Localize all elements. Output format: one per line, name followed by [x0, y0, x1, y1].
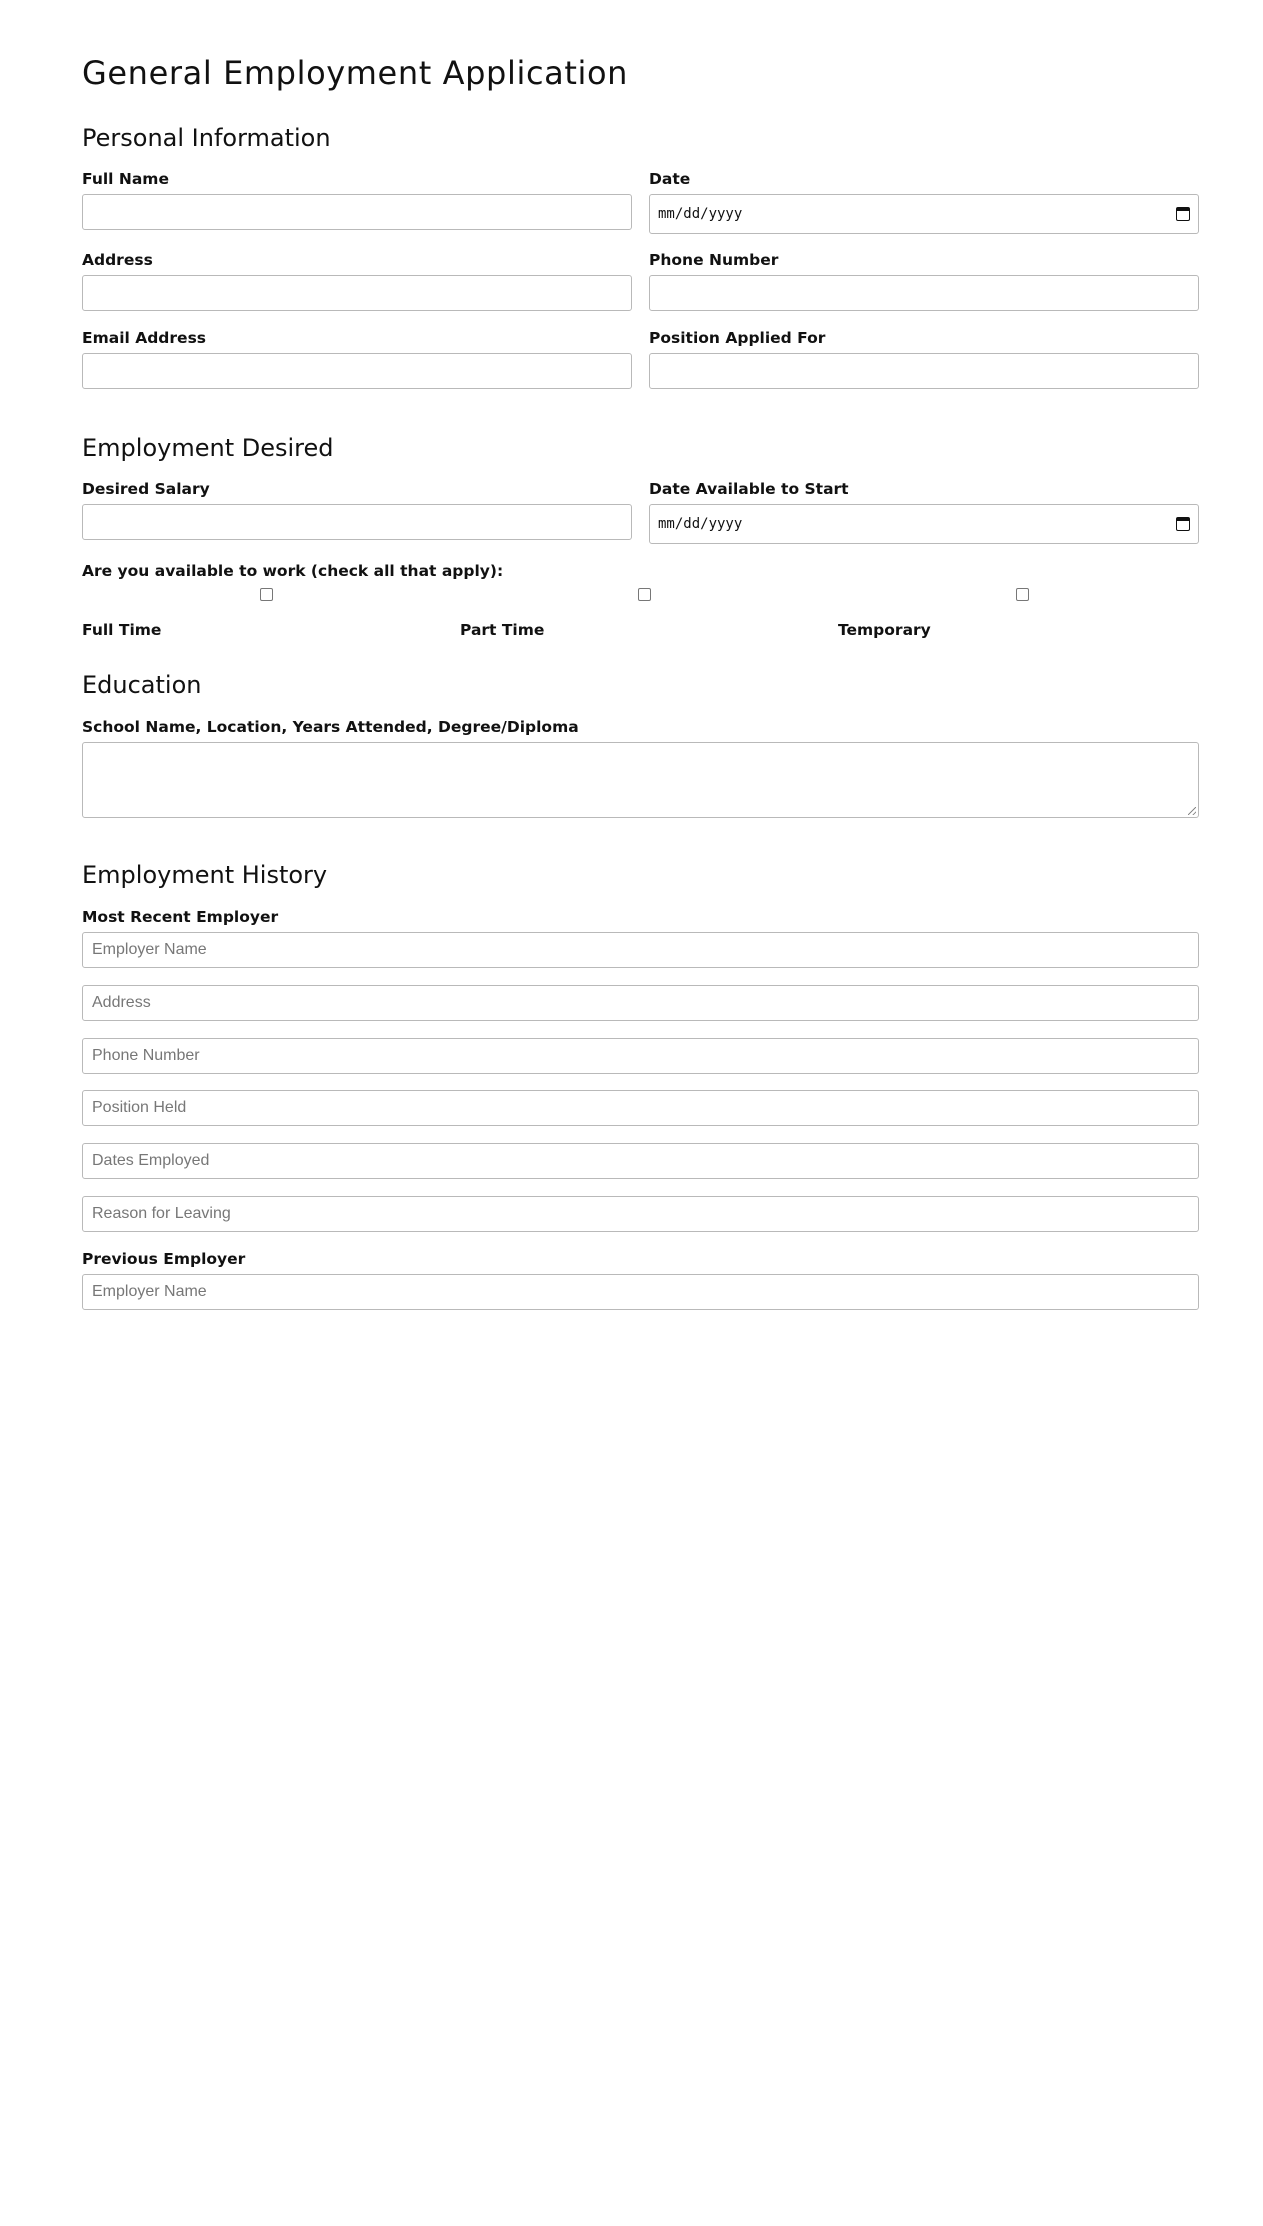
school-details-label: School Name, Location, Years Attended, Degree/Diploma [82, 718, 579, 736]
page-title: General Employment Application [82, 54, 629, 92]
school-details-textarea[interactable] [82, 742, 1199, 818]
personal-information-heading: Personal Information [82, 124, 331, 152]
recent-employer-address-input[interactable] [82, 985, 1199, 1021]
employment-desired-heading: Employment Desired [82, 434, 334, 462]
part-time-label: Part Time [460, 621, 545, 639]
availability-question: Are you available to work (check all that apply): [82, 562, 504, 580]
recent-reason-leaving-input[interactable] [82, 1196, 1199, 1232]
phone-number-input[interactable] [649, 275, 1199, 311]
email-address-label: Email Address [82, 329, 207, 347]
date-placeholder: mm/dd/yyyy [658, 206, 743, 222]
temporary-checkbox[interactable] [1016, 588, 1029, 601]
most-recent-employer-label: Most Recent Employer [82, 908, 279, 926]
temporary-label: Temporary [838, 621, 931, 639]
date-available-label: Date Available to Start [649, 480, 849, 498]
email-address-input[interactable] [82, 353, 632, 389]
desired-salary-label: Desired Salary [82, 480, 210, 498]
previous-employer-name-input[interactable] [82, 1274, 1199, 1310]
full-time-label: Full Time [82, 621, 162, 639]
position-applied-label: Position Applied For [649, 329, 826, 347]
part-time-checkbox[interactable] [638, 588, 651, 601]
desired-salary-input[interactable] [82, 504, 632, 540]
date-available-placeholder: mm/dd/yyyy [658, 516, 743, 532]
address-input[interactable] [82, 275, 632, 311]
recent-position-held-input[interactable] [82, 1090, 1199, 1126]
date-available-input[interactable] [649, 504, 1199, 544]
calendar-icon[interactable] [1176, 207, 1190, 221]
full-time-checkbox[interactable] [260, 588, 273, 601]
resize-handle-icon[interactable] [1188, 807, 1196, 815]
position-applied-input[interactable] [649, 353, 1199, 389]
date-label: Date [649, 170, 691, 188]
date-input[interactable] [649, 194, 1199, 234]
full-name-label: Full Name [82, 170, 169, 188]
education-heading: Education [82, 671, 202, 699]
full-name-input[interactable] [82, 194, 632, 230]
recent-employer-phone-input[interactable] [82, 1038, 1199, 1074]
address-label: Address [82, 251, 153, 269]
recent-employer-name-input[interactable] [82, 932, 1199, 968]
calendar-icon[interactable] [1176, 517, 1190, 531]
employment-history-heading: Employment History [82, 861, 328, 889]
previous-employer-label: Previous Employer [82, 1250, 246, 1268]
recent-dates-employed-input[interactable] [82, 1143, 1199, 1179]
phone-number-label: Phone Number [649, 251, 779, 269]
